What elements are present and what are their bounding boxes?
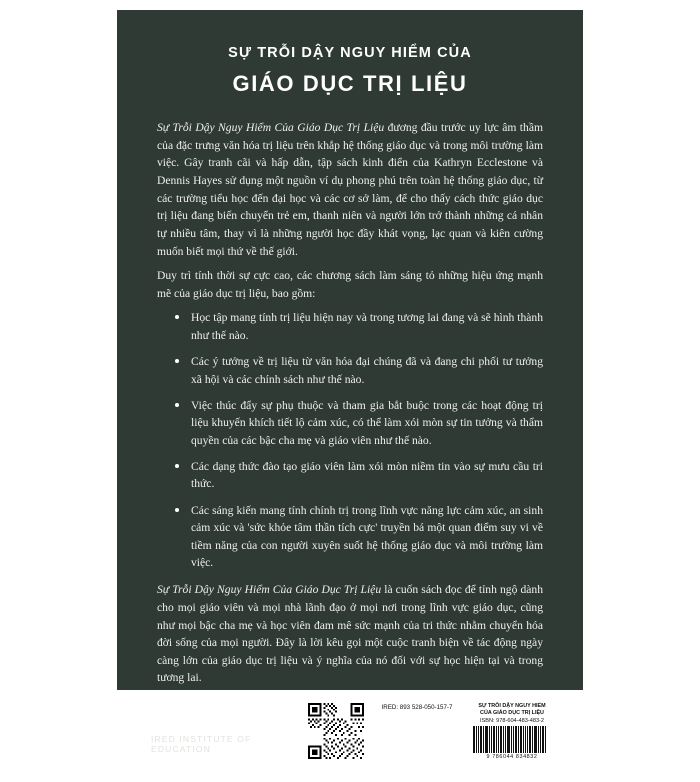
- cover-footer: [117, 696, 583, 782]
- barcode-isbn: ISBN: 978-604-483-483-2: [479, 718, 545, 725]
- book-title: GIÁO DỤC TRỊ LIỆU: [232, 70, 468, 96]
- publisher-subtitle: IRED INSTITUTE OF EDUCATION: [151, 734, 252, 755]
- barcode-title: SỰ TRỖI DẬY NGUY HIỂM CỦA GIÁO DỤC TRỊ LIỆU: [478, 703, 546, 717]
- list-item: Các dạng thức đào tạo giáo viên làm xói mòn niềm tin vào sự mưu cầu tri thức.: [175, 458, 543, 493]
- blurb-paragraph-2: Duy trì tính thời sự cực cao, các chương sách làm sáng tỏ những hiệu ứng mạnh mẽ của giáo dục trị liệu, bao gồm:: [157, 269, 543, 300]
- closing-text: là cuốn sách đọc để tỉnh ngộ dành cho mọi giáo viên và mọi nhà lãnh đạo ở mọi nơi trong lĩnh vực giáo dục, cũng như mọi bậc cha mẹ và học viên đam mê sức mạnh của tri thức nhằm chuyển hóa đời sống của mọi người. Đây là lời kêu gọi một cuộc tranh biện về tác động ngày càng lớn của giáo dục trị liệu và ý nghĩa của nó đối với sự học hiện tại và trong tương lai.: [157, 583, 543, 685]
- list-item: Các ý tưởng về trị liệu từ văn hóa đại chúng đã và đang chi phối tư tưởng xã hội và các chính sách như thế nào.: [175, 353, 543, 388]
- blurb-1-text: đương đầu trước uy lực âm thầm của đặc trưng văn hóa trị liệu trên khắp hệ thống giáo dục và trong môi trường làm việc. Gây tranh cãi và hấp dẫn, tập sách kinh điển của Kathryn Ecclestone và Dennis Hayes sử dụng một nguồn ví dụ phong phú trên toàn hệ thống giáo dục, từ các trường tiểu học đến đại học và các cơ sở làm, để cho thấy cách thức giáo dục trị liệu đang biến chuyển trẻ em, thanh niên và người lớn trở thành những cá nhân tự nhiều tâm, thay vì là những người học đầy khát vọng, lạc quan và kiên cường muốn biết mọi thứ về thế giới.: [157, 121, 543, 258]
- ired-code-box: [375, 700, 459, 762]
- publisher-name: VIỆN GIÁO DỤC IRED: [183, 696, 302, 729]
- footer-codes: [305, 700, 557, 782]
- blurb-bullet-list: [157, 309, 543, 571]
- blurb-paragraph-1: [157, 119, 543, 260]
- closing-title-mention: Sự Trỗi Dậy Nguy Hiểm Của Giáo Dục Trị Liệu: [157, 583, 382, 597]
- blurb-1-title-mention: Sự Trỗi Dậy Nguy Hiểm Của Giáo Dục Trị Liệu: [157, 121, 385, 135]
- barcode-box: [467, 700, 557, 762]
- blurb-closing-paragraph: [157, 581, 543, 687]
- ired-logo-icon: [151, 699, 177, 725]
- title-block: [117, 10, 583, 97]
- barcode-bars: [470, 726, 554, 753]
- list-item: Các sáng kiến mang tính chính trị trong lĩnh vực năng lực cảm xúc, an sinh cảm xúc và 'sức khỏe tâm thần tích cực' truyền bá một quan điểm suy vi về tiềm năng của con người xuyên suốt hệ thống giáo dục và môi trường làm việc.: [175, 502, 543, 572]
- back-cover-blurb: [117, 97, 583, 696]
- book-subtitle-top: SỰ TRỖI DẬY NGUY HIỂM CỦA: [228, 45, 472, 61]
- barcode-number: 9 786044 834832: [486, 754, 538, 761]
- qr-code[interactable]: [305, 700, 367, 762]
- list-item: Việc thúc đẩy sự phụ thuộc và tham gia bắt buộc trong các hoạt động trị liệu khuyến khích tiết lộ cảm xúc, có thể làm xói mòn sự tin tưởng và thẩm quyền của các bậc cha mẹ và giáo viên như thế nào.: [175, 397, 543, 449]
- publisher-block: [151, 696, 305, 782]
- list-item: Học tập mang tính trị liệu hiện nay và trong tương lai đang và sẽ hình thành như thế nào.: [175, 309, 543, 344]
- publisher-mark: [151, 696, 305, 728]
- ired-code-line: IRED: 893 528-050-157-7: [381, 704, 453, 712]
- book-cover: [117, 10, 583, 761]
